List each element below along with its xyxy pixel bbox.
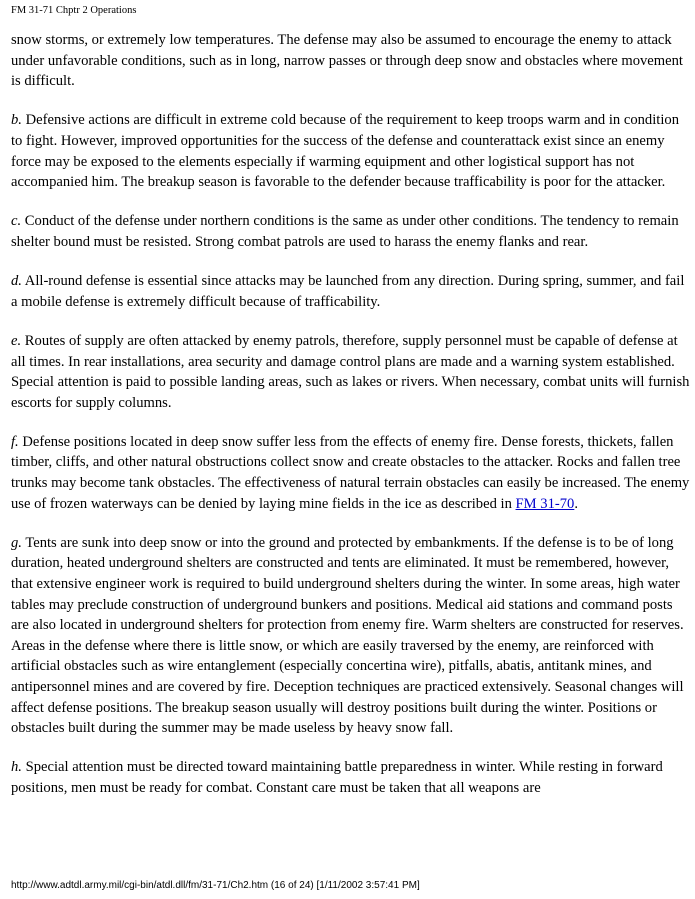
page-header: FM 31-71 Chptr 2 Operations <box>11 5 137 16</box>
paragraph-text: Defense positions located in deep snow suffer less from the effects of enemy fire. Dense forests, thickets, fallen timber, cliffs, and other natural obstructions collect snow and create obstacles to the attacker. Rocks and fallen tree trunks may become tank obstacles. The effectiveness of natural terrain obstacles can easily be increased. The enemy use of frozen waterways can be denied by laying mine fields in the ice as described in <box>11 433 690 512</box>
paragraph-f <box>11 432 691 514</box>
paragraph-e <box>11 331 691 413</box>
paragraph-text-end: . <box>574 495 578 512</box>
paragraph-text: Tents are sunk into deep snow or into the ground and protected by embankments. If the defense is to be of long duration, heated underground shelters are constructed and tents are eliminated. It must be remembered, however, that extensive engineer work is required to build underground shelters during the winter. In some areas, high water tables may preclude construction of underground bunkers and positions. Medical aid stations and command posts are also located in underground shelters for protection from enemy fire. Warm shelters are constructed for reserves. Areas in the defense where there is little snow, or which are easily traversed by the enemy, are reinforced with artificial obstacles such as wire entanglement (especially concertina wire), pitfalls, abatis, antitank mines, and antipersonnel mines and are covered by fire. Deception techniques are practiced extensively. Seasonal changes will affect defense positions. The breakup season usually will destroy positions built during the winter. Positions or obstacles built during the summer may be made useless by heavy snow fall. <box>11 534 684 737</box>
paragraph-letter: h. <box>11 759 22 776</box>
paragraph-b <box>11 110 691 192</box>
paragraph-letter: b. <box>11 112 22 129</box>
document-body <box>11 30 691 799</box>
paragraph-text: Defensive actions are difficult in extreme cold because of the requirement to keep troops warm and in condition to fight. However, improved opportunities for the success of the defense and counterattack exist since an enemy force may be exposed to the elements especially if warming equipment and other logistical support has not accompanied him. The breakup season is favorable to the defender because trafficability is poor for the attacker. <box>11 112 679 191</box>
paragraph-letter: d. <box>11 273 22 290</box>
fm-31-70-link[interactable]: FM 31-70 <box>515 495 575 512</box>
paragraph-text: All-round defense is essential since attacks may be launched from any direction. During spring, summer, and fail a mobile defense is extremely difficult because of trafficability. <box>11 273 685 310</box>
paragraph-c <box>11 211 691 252</box>
paragraph-continuation <box>11 30 691 92</box>
paragraph-text: Special attention must be directed toward maintaining battle preparedness in winter. While resting in forward positions, men must be ready for combat. Constant care must be taken that all weapons are <box>11 759 663 796</box>
paragraph-letter: e. <box>11 332 22 349</box>
paragraph-letter: c. <box>11 213 22 230</box>
paragraph-letter: f. <box>11 433 19 450</box>
paragraph-text: Routes of supply are often attacked by enemy patrols, therefore, supply personnel must be capable of defense at all times. In rear installations, area security and damage control plans are made and a warning system established. Special attention is paid to possible landing areas, such as lakes or rivers. When necessary, combat units will furnish escorts for supply columns. <box>11 332 690 411</box>
paragraph-text: snow storms, or extremely low temperatures. The defense may also be assumed to encourage the enemy to attack under unfavorable conditions, such as in long, narrow passes or through deep snow and obstacles where movement is difficult. <box>11 32 683 90</box>
paragraph-h <box>11 757 691 798</box>
paragraph-letter: g. <box>11 534 22 551</box>
paragraph-text: Conduct of the defense under northern conditions is the same as under other conditions. The tendency to remain shelter bound must be resisted. Strong combat patrols are used to harass the enemy flanks and rear. <box>11 213 679 250</box>
paragraph-d <box>11 271 691 312</box>
page-footer-url: http://www.adtdl.army.mil/cgi-bin/atdl.dll/fm/31-71/Ch2.htm (16 of 24) [1/11/2002 3:57:41 PM] <box>11 880 420 891</box>
paragraph-g <box>11 533 691 739</box>
